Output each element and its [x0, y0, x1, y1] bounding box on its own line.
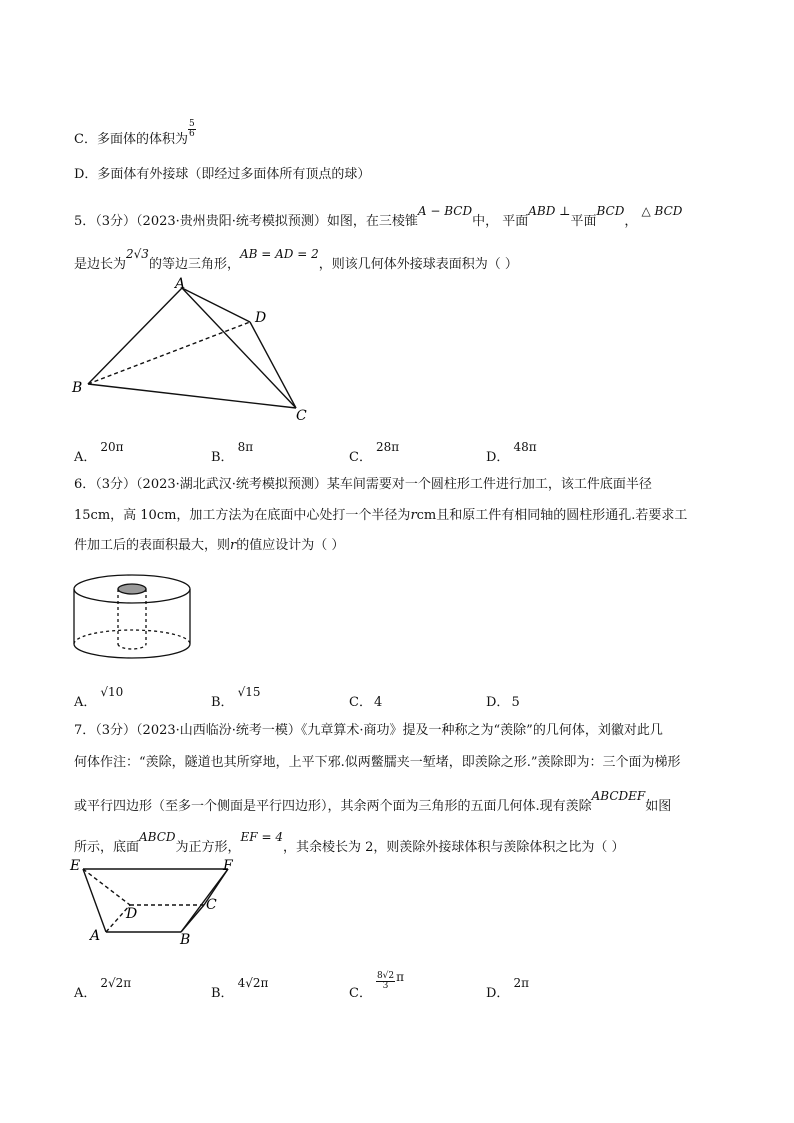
q7-option-a: A．2√2π [74, 976, 132, 1001]
q6-option-c: C． 4 [349, 695, 383, 710]
q7-option-b: B．4√2π [211, 976, 269, 1001]
q6-stem-line3: 件加工后的表面积最大，则r的值应设计为（ ） [74, 538, 345, 553]
q5-label-a: A [175, 276, 186, 292]
q6-cylinder-figure [70, 572, 230, 672]
q7-solid-figure [68, 852, 258, 947]
q6-stem-line1: 6．（3分）（2023·湖北武汉·统考模拟预测）某车间需要对一个圆柱形工件进行加工，该工件底面半径 [74, 477, 652, 492]
q4-option-c-fraction: $\frac{5}{6}$ [188, 119, 195, 139]
q7-stem-line1: 7．（3分）（2023·山西临汾·统考一模）《九章算术·商功》提及一种称之为“羡除”的几何体，刘徽对此几 [74, 723, 663, 738]
q7-label-d: D [126, 906, 138, 922]
q5-label-d: D [255, 310, 267, 326]
q7-label-c: C [206, 897, 217, 913]
q6-option-b: B．√15 [211, 685, 261, 710]
q7-label-a: A [90, 928, 101, 944]
q6-option-d: D． 5 [486, 695, 520, 710]
q7-label-b: B [180, 932, 191, 947]
q5-option-b: B．8π [211, 440, 254, 465]
q7-label-e: E [70, 858, 81, 874]
q5-stem-line2: 是边长为2√3的等边三角形，AB = AD = 2，则该几何体外接球表面积为（ ） [74, 247, 518, 272]
q4-option-d: D．多面体有外接球（即经过多面体所有顶点的球） [74, 167, 371, 182]
q5-option-d: D．48π [486, 440, 537, 465]
q7-stem-line3: 或平行四边形（至多一个侧面是平行四边形），其余两个面为三角形的五面几何体.现有羡除ABCDEF如图 [74, 789, 672, 814]
q5-label-c: C [296, 408, 307, 424]
q6-stem-line2: 15cm，高 10cm，加工方法为在底面中心处打一个半径为rcm且和原工件有相同轴的圆柱形通孔.若要求工 [74, 508, 688, 523]
q4-option-c: C．多面体的体积为 $\frac{5}{6}$ [74, 119, 195, 147]
q7-label-f: F [223, 858, 233, 874]
q5-pyramid-figure [70, 276, 310, 426]
q7-option-c-fraction: $\frac{8√2}{3}$ [376, 971, 395, 991]
q7-option-c: C． $\frac{8√2}{3}$ π [349, 970, 405, 1001]
q7-option-d: D．2π [486, 976, 529, 1001]
q6-option-a: A．√10 [74, 685, 124, 710]
q5-stem-line1: 5．（3分）（2023·贵州贵阳·统考模拟预测）如图，在三棱锥A − BCD中， 平面ABD ⊥平面BCD， △ BCD [74, 204, 683, 229]
q7-stem-line4: 所示，底面ABCD为正方形，EF = 4，其余棱长为 2，则羡除外接球体积与羡除体积之比为（ ） [74, 830, 625, 855]
q5-option-c: C．28π [349, 440, 400, 465]
q5-label-b: B [72, 380, 83, 396]
q7-stem-line2: 何体作注：“羡除，隧道也其所穿地，上平下邪.似两鳖臑夹一堑堵，即羡除之形.”羡除即为：三个面为梯形 [74, 755, 681, 770]
q5-option-a: A．20π [74, 440, 124, 465]
